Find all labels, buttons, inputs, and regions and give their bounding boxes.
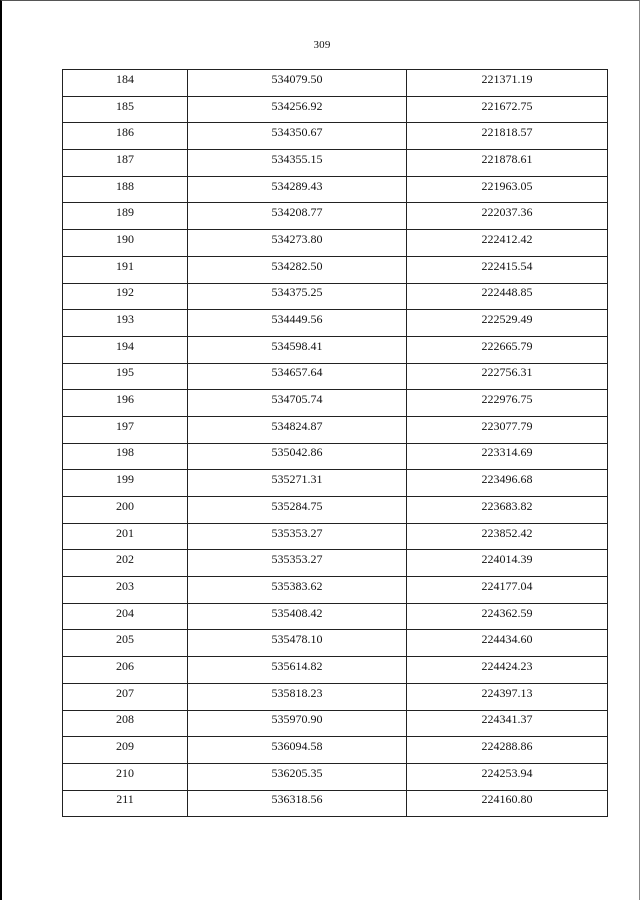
x-coordinate-cell [188,497,407,524]
point-id-cell [63,763,188,790]
x-coordinate-cell [188,737,407,764]
point-id-cell [63,96,188,123]
x-coordinate-cell [188,470,407,497]
table-row [63,256,608,283]
table-row [63,683,608,710]
point-id-cell [63,363,188,390]
y-coordinate-cell [407,123,608,150]
point-id-cell-text: 199 [116,472,134,487]
x-coordinate-cell [188,256,407,283]
coordinate-table-body [63,70,608,817]
y-coordinate-cell [407,203,608,230]
table-row [63,203,608,230]
y-coordinate-cell [407,523,608,550]
x-coordinate-cell [188,96,407,123]
point-id-cell [63,790,188,817]
point-id-cell-text: 207 [116,685,134,700]
y-coordinate-cell-text: 223683.82 [481,498,533,513]
y-coordinate-cell-text: 224288.86 [481,739,533,754]
y-coordinate-cell-text: 221672.75 [481,98,533,113]
y-coordinate-cell [407,336,608,363]
y-coordinate-cell-text: 224362.59 [481,605,533,620]
table-row [63,363,608,390]
table-row [63,123,608,150]
x-coordinate-cell-text: 534705.74 [271,392,323,407]
point-id-cell-text: 188 [116,178,134,193]
table-row [63,577,608,604]
y-coordinate-cell-text: 223852.42 [481,525,533,540]
x-coordinate-cell-text: 534079.50 [271,71,323,86]
table-row [63,390,608,417]
point-id-cell [63,657,188,684]
point-id-cell-text: 206 [116,658,134,673]
table-row [63,470,608,497]
point-id-cell [63,497,188,524]
x-coordinate-cell-text: 534282.50 [271,258,323,273]
y-coordinate-cell-text: 222976.75 [481,392,533,407]
point-id-cell [63,230,188,257]
y-coordinate-cell [407,550,608,577]
x-coordinate-cell-text: 534375.25 [271,285,323,300]
y-coordinate-cell-text: 224341.37 [481,712,533,727]
point-id-cell-text: 210 [116,765,134,780]
y-coordinate-cell [407,683,608,710]
point-id-cell [63,416,188,443]
x-coordinate-cell [188,443,407,470]
y-coordinate-cell-text: 222448.85 [481,285,533,300]
x-coordinate-cell-text: 535271.31 [271,472,323,487]
x-coordinate-cell-text: 534355.15 [271,151,323,166]
y-coordinate-cell-text: 224177.04 [481,578,533,593]
y-coordinate-cell [407,390,608,417]
table-row [63,790,608,817]
y-coordinate-cell [407,150,608,177]
y-coordinate-cell-text: 224397.13 [481,685,533,700]
point-id-cell-text: 202 [116,552,134,567]
y-coordinate-cell [407,497,608,524]
x-coordinate-cell [188,123,407,150]
y-coordinate-cell [407,657,608,684]
point-id-cell-text: 201 [116,525,134,540]
table-row [63,70,608,97]
x-coordinate-cell [188,176,407,203]
point-id-cell-text: 195 [116,365,134,380]
x-coordinate-cell [188,363,407,390]
x-coordinate-cell [188,416,407,443]
y-coordinate-cell [407,710,608,737]
point-id-cell-text: 198 [116,445,134,460]
point-id-cell-text: 194 [116,338,134,353]
x-coordinate-cell-text: 535042.86 [271,445,323,460]
y-coordinate-cell-text: 222529.49 [481,312,533,327]
y-coordinate-cell [407,416,608,443]
point-id-cell-text: 186 [116,125,134,140]
point-id-cell [63,176,188,203]
x-coordinate-cell-text: 535614.82 [271,658,323,673]
y-coordinate-cell-text: 222665.79 [481,338,533,353]
x-coordinate-cell-text: 536318.56 [271,792,323,807]
x-coordinate-cell [188,577,407,604]
point-id-cell [63,630,188,657]
point-id-cell [63,70,188,97]
x-coordinate-cell [188,283,407,310]
table-row [63,176,608,203]
y-coordinate-cell-text: 223314.69 [481,445,533,460]
table-row [63,630,608,657]
x-coordinate-cell [188,310,407,337]
x-coordinate-cell [188,150,407,177]
y-coordinate-cell-text: 223496.68 [481,472,533,487]
point-id-cell [63,737,188,764]
point-id-cell-text: 190 [116,231,134,246]
table-row [63,416,608,443]
point-id-cell-text: 200 [116,498,134,513]
y-coordinate-cell [407,577,608,604]
x-coordinate-cell [188,336,407,363]
point-id-cell [63,470,188,497]
y-coordinate-cell-text: 224434.60 [481,632,533,647]
page-number: 309 [313,39,331,51]
table-row [63,550,608,577]
coordinate-table [62,69,608,817]
x-coordinate-cell [188,603,407,630]
table-row [63,96,608,123]
point-id-cell-text: 192 [116,285,134,300]
table-row [63,710,608,737]
point-id-cell-text: 189 [116,205,134,220]
point-id-cell-text: 193 [116,312,134,327]
y-coordinate-cell-text: 224014.39 [481,552,533,567]
table-row [63,497,608,524]
table-row [63,443,608,470]
table-row [63,283,608,310]
y-coordinate-cell-text: 224424.23 [481,658,533,673]
point-id-cell [63,577,188,604]
x-coordinate-cell [188,630,407,657]
x-coordinate-cell-text: 534598.41 [271,338,323,353]
table-row [63,336,608,363]
table-row [63,603,608,630]
x-coordinate-cell-text: 535383.62 [271,578,323,593]
point-id-cell-text: 204 [116,605,134,620]
x-coordinate-cell-text: 535408.42 [271,605,323,620]
x-coordinate-cell [188,790,407,817]
x-coordinate-cell-text: 534208.77 [271,205,323,220]
point-id-cell [63,710,188,737]
x-coordinate-cell [188,710,407,737]
point-id-cell [63,443,188,470]
y-coordinate-cell [407,230,608,257]
x-coordinate-cell-text: 534350.67 [271,125,323,140]
x-coordinate-cell-text: 534256.92 [271,98,323,113]
point-id-cell [63,550,188,577]
y-coordinate-cell [407,96,608,123]
table-row [63,310,608,337]
x-coordinate-cell-text: 534449.56 [271,312,323,327]
table-row [63,150,608,177]
y-coordinate-cell [407,283,608,310]
point-id-cell [63,390,188,417]
y-coordinate-cell-text: 221963.05 [481,178,533,193]
x-coordinate-cell-text: 535478.10 [271,632,323,647]
y-coordinate-cell-text: 221818.57 [481,125,533,140]
point-id-cell-text: 187 [116,151,134,166]
y-coordinate-cell [407,737,608,764]
x-coordinate-cell [188,203,407,230]
x-coordinate-cell [188,657,407,684]
y-coordinate-cell-text: 222037.36 [481,205,533,220]
y-coordinate-cell-text: 224160.80 [481,792,533,807]
point-id-cell [63,150,188,177]
x-coordinate-cell [188,763,407,790]
table-row [63,230,608,257]
y-coordinate-cell-text: 222415.54 [481,258,533,273]
x-coordinate-cell-text: 535818.23 [271,685,323,700]
point-id-cell-text: 185 [116,98,134,113]
y-coordinate-cell-text: 221371.19 [481,71,533,86]
table-row [63,657,608,684]
y-coordinate-cell [407,363,608,390]
y-coordinate-cell [407,790,608,817]
point-id-cell [63,310,188,337]
x-coordinate-cell-text: 536094.58 [271,739,323,754]
x-coordinate-cell-text: 534824.87 [271,418,323,433]
table-row [63,737,608,764]
x-coordinate-cell [188,523,407,550]
point-id-cell-text: 203 [116,578,134,593]
point-id-cell [63,523,188,550]
point-id-cell [63,336,188,363]
point-id-cell-text: 197 [116,418,134,433]
x-coordinate-cell-text: 534273.80 [271,231,323,246]
y-coordinate-cell [407,256,608,283]
point-id-cell-text: 196 [116,392,134,407]
point-id-cell [63,683,188,710]
table-row [63,763,608,790]
y-coordinate-cell [407,763,608,790]
point-id-cell-text: 208 [116,712,134,727]
x-coordinate-cell [188,70,407,97]
y-coordinate-cell [407,630,608,657]
x-coordinate-cell-text: 535284.75 [271,498,323,513]
point-id-cell [63,203,188,230]
y-coordinate-cell-text: 221878.61 [481,151,533,166]
point-id-cell-text: 184 [116,71,134,86]
x-coordinate-cell-text: 534289.43 [271,178,323,193]
y-coordinate-cell-text: 224253.94 [481,765,533,780]
point-id-cell-text: 205 [116,632,134,647]
x-coordinate-cell [188,683,407,710]
x-coordinate-cell-text: 535353.27 [271,552,323,567]
point-id-cell-text: 191 [116,258,134,273]
y-coordinate-cell [407,603,608,630]
y-coordinate-cell-text: 222412.42 [481,231,533,246]
x-coordinate-cell-text: 534657.64 [271,365,323,380]
y-coordinate-cell [407,70,608,97]
point-id-cell [63,603,188,630]
y-coordinate-cell [407,443,608,470]
y-coordinate-cell [407,176,608,203]
point-id-cell-text: 211 [116,792,134,807]
point-id-cell-text: 209 [116,739,134,754]
y-coordinate-cell-text: 222756.31 [481,365,533,380]
x-coordinate-cell-text: 536205.35 [271,765,323,780]
y-coordinate-cell-text: 223077.79 [481,418,533,433]
point-id-cell [63,283,188,310]
x-coordinate-cell-text: 535970.90 [271,712,323,727]
table-row [63,523,608,550]
point-id-cell [63,123,188,150]
x-coordinate-cell [188,230,407,257]
point-id-cell [63,256,188,283]
y-coordinate-cell [407,470,608,497]
x-coordinate-cell [188,550,407,577]
y-coordinate-cell [407,310,608,337]
x-coordinate-cell-text: 535353.27 [271,525,323,540]
x-coordinate-cell [188,390,407,417]
